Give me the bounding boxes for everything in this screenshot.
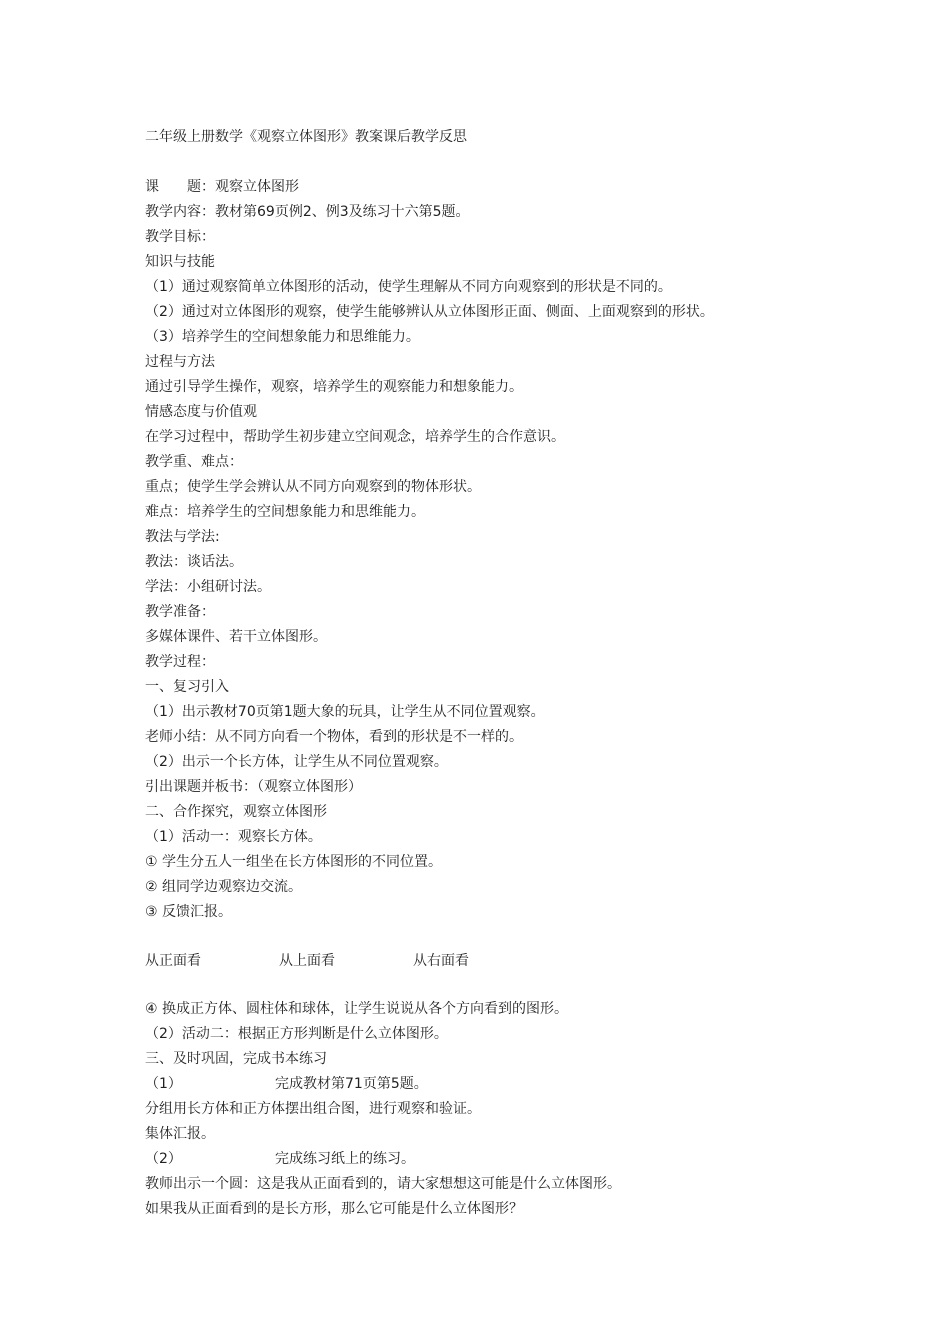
text-line: ④ 换成正方体、圆柱体和球体，让学生说说从各个方向看到的图形。 bbox=[145, 1001, 568, 1017]
text-line: 教法与学法: bbox=[145, 529, 220, 545]
exercise-item-1-label: （1） bbox=[145, 1076, 182, 1092]
text-line: （2）出示一个长方体，让学生从不同位置观察。 bbox=[145, 754, 448, 770]
exercise-item-2 bbox=[145, 1147, 925, 1172]
text-line: （1）通过观察简单立体图形的活动，使学生理解从不同方向观察到的形状是不同的。 bbox=[145, 279, 672, 295]
view-label-front: 从正面看 bbox=[145, 953, 201, 969]
text-line: 通过引导学生操作，观察，培养学生的观察能力和想象能力。 bbox=[145, 379, 523, 395]
text-line: 知识与技能 bbox=[145, 254, 215, 270]
exercise-item-2-text: 完成练习纸上的练习。 bbox=[275, 1151, 415, 1167]
text-line: 教学内容：教材第69页例2、例3及练习十六第5题。 bbox=[145, 204, 470, 220]
text-line: ③ 反馈汇报。 bbox=[145, 904, 233, 920]
text-line: （1）活动一：观察长方体。 bbox=[145, 829, 322, 845]
text-line: 三、及时巩固，完成书本练习 bbox=[145, 1051, 327, 1067]
lines-group-a bbox=[145, 175, 925, 925]
text-line: 过程与方法 bbox=[145, 354, 215, 370]
view-label-right: 从右面看 bbox=[413, 953, 469, 969]
text-line: 难点：培养学生的空间想象能力和思维能力。 bbox=[145, 504, 425, 520]
text-line: 集体汇报。 bbox=[145, 1126, 215, 1142]
text-line: 老师小结：从不同方向看一个物体，看到的形状是不一样的。 bbox=[145, 729, 523, 745]
lines-group-d bbox=[145, 1172, 925, 1222]
text-line: （3）培养学生的空间想象能力和思维能力。 bbox=[145, 329, 420, 345]
exercise-item-2-label: （2） bbox=[145, 1151, 182, 1167]
text-line: （1）出示教材70页第1题大象的玩具，让学生从不同位置观察。 bbox=[145, 704, 545, 720]
text-line: 学法：小组研讨法。 bbox=[145, 579, 271, 595]
text-line: 分组用长方体和正方体摆出组合图，进行观察和验证。 bbox=[145, 1101, 481, 1117]
view-labels-row bbox=[145, 949, 925, 973]
lines-group-c bbox=[145, 1097, 925, 1147]
text-line: （2）活动二：根据正方形判断是什么立体图形。 bbox=[145, 1026, 448, 1042]
document-body bbox=[145, 175, 925, 1222]
blank-line bbox=[145, 925, 925, 949]
exercise-item-1 bbox=[145, 1072, 925, 1097]
text-line: （2）通过对立体图形的观察，使学生能够辨认从立体图形正面、侧面、上面观察到的形状。 bbox=[145, 304, 714, 320]
text-line: 一、复习引入 bbox=[145, 679, 229, 695]
text-line: 重点；使学生学会辨认从不同方向观察到的物体形状。 bbox=[145, 479, 481, 495]
text-line: 教法：谈话法。 bbox=[145, 554, 243, 570]
text-line: 情感态度与价值观 bbox=[145, 404, 257, 420]
document-title: 二年级上册数学《观察立体图形》教案课后教学反思 bbox=[145, 129, 467, 145]
text-line: 课 题：观察立体图形 bbox=[145, 179, 299, 195]
text-line: ② 组同学边观察边交流。 bbox=[145, 879, 303, 895]
text-line: 教师出示一个圆：这是我从正面看到的，请大家想想这可能是什么立体图形。 bbox=[145, 1176, 621, 1192]
text-line: 教学重、难点： bbox=[145, 454, 243, 470]
text-line: 在学习过程中，帮助学生初步建立空间观念，培养学生的合作意识。 bbox=[145, 429, 565, 445]
text-line: 教学过程： bbox=[145, 654, 215, 670]
text-line: 多媒体课件、若干立体图形。 bbox=[145, 629, 327, 645]
lines-group-b bbox=[145, 997, 925, 1072]
blank-line bbox=[145, 973, 925, 997]
view-label-top: 从上面看 bbox=[279, 953, 335, 969]
text-line: 教学目标： bbox=[145, 229, 215, 245]
text-line: 引出课题并板书：（观察立体图形） bbox=[145, 779, 362, 795]
text-line: 如果我从正面看到的是长方形，那么它可能是什么立体图形？ bbox=[145, 1201, 523, 1217]
text-line: 二、合作探究，观察立体图形 bbox=[145, 804, 327, 820]
text-line: 教学准备： bbox=[145, 604, 215, 620]
exercise-item-1-text: 完成教材第71页第5题。 bbox=[275, 1076, 428, 1092]
text-line: ① 学生分五人一组坐在长方体图形的不同位置。 bbox=[145, 854, 442, 870]
